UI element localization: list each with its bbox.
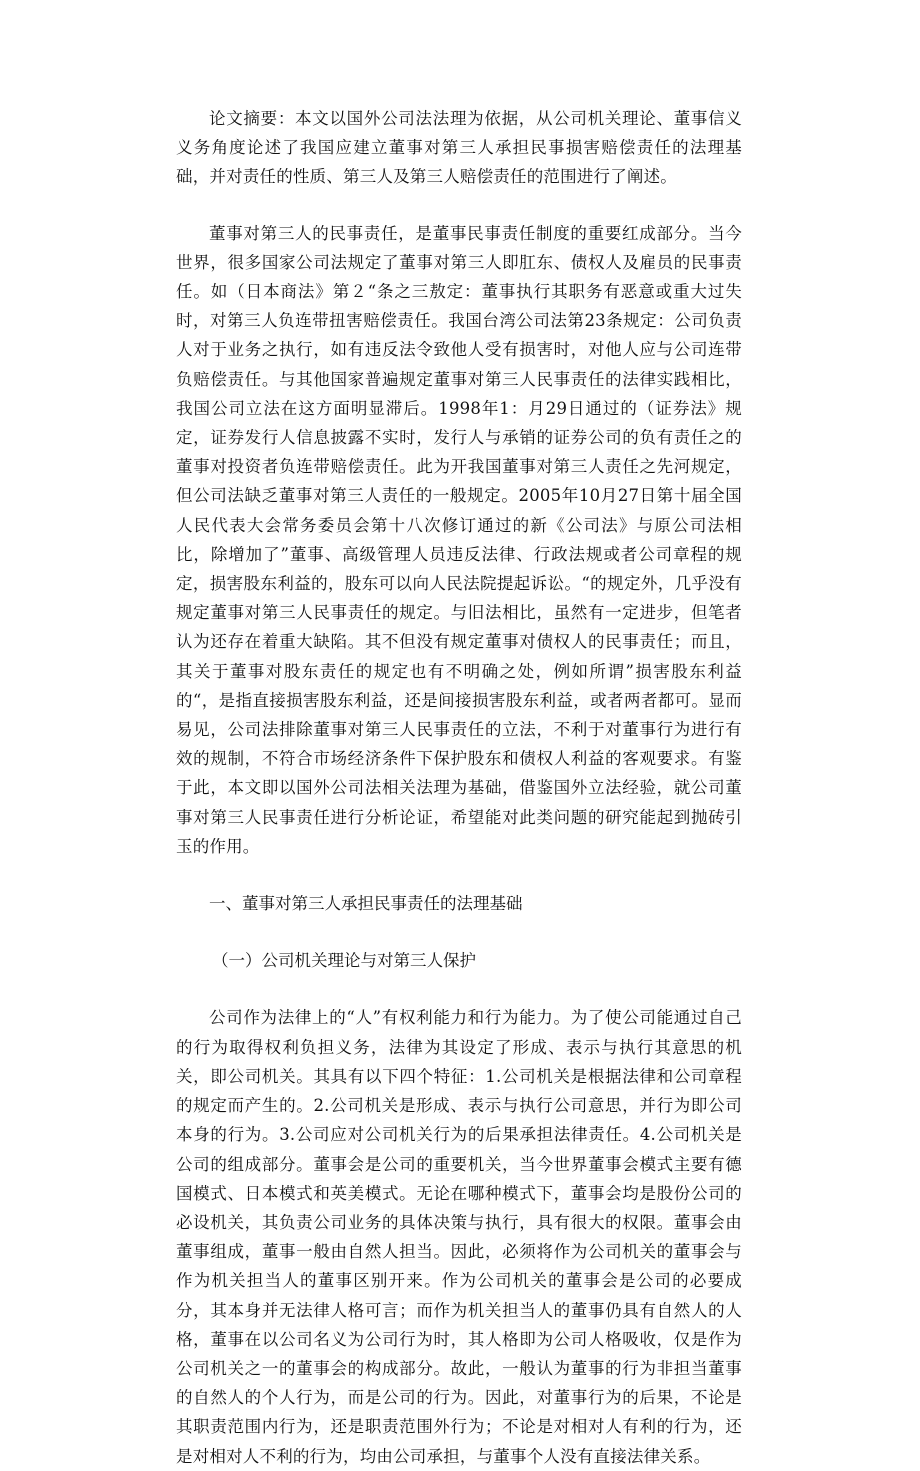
spacer xyxy=(176,861,742,889)
spacer xyxy=(176,975,742,1003)
section-heading: 一、董事对第三人承担民事责任的法理基础 xyxy=(209,894,523,914)
abstract-paragraph: 论文摘要：本文以国外公司法法理为依据，从公司机关理论、董事信义义务角度论述了我国应建立董事对第三人承担民事损害赔偿责任的法理基础，并对责任的性质、第三人及第三人赔偿责任的范围进行了阐述。 xyxy=(176,109,742,187)
spacer xyxy=(176,192,742,219)
body-paragraph: 公司作为法律上的“人”有权利能力和行为能力。为了使公司能通过自己的行为取得权利负担义务，法律为其设定了形成、表示与执行其意思的机关，即公司机关。其具有以下四个特征：1.公司机关是根据法律和公司章程的规定而产生的。2.公司机关是形成、表示与执行公司意思，并行为即公司本身的行为。3.公司应对公司机关行为的后果承担法律责任。4.公司机关是公司的组成部分。董事会是公司的重要机关，当今世界董事会模式主要有德国模式、日本模式和英美模式。无论在哪种模式下，董事会均是股份公司的必设机关，其负责公司业务的具体决策与执行，具有很大的权限。董事会由董事组成，董事一般由自然人担当。因此，必须将作为公司机关的董事会与作为机关担当人的董事区别开来。作为公司机关的董事会是公司的必要成分，其本身并无法律人格可言；而作为机关担当人的董事仍具有自然人的人格，董事在以公司名义为公司行为时，其人格即为公司人格吸收，仅是作为公司机关之一的董事会的构成部分。故此，一般认为董事的行为非担当董事的自然人的个人行为，而是公司的行为。因此，对董事行为的后果，不论是其职责范围内行为，还是职责范围外行为；不论是对相对人有利的行为，还是对相对人不利的行为，均由公司承担，与董事个人没有直接法律关系。 xyxy=(176,1008,742,1466)
subsection-heading: （一）公司机关理论与对第三人保护 xyxy=(212,951,476,971)
document-page xyxy=(176,104,742,1471)
spacer xyxy=(176,918,742,946)
intro-paragraph: 董事对第三人的民事责任，是董事民事责任制度的重要红成部分。当今世界，很多国家公司法规定了董事对第三人即肛东、债权人及雇员的民事责任。如（日本商法》第２“条之三敖定：董事执行其职务有恶意或重大过失时，对第三人负连带扭害赔偿责任。我国台湾公司法第23条规定：公司负责人对于业务之执行，如有违反法令致他人受有损害时，对他人应与公司连带负赔偿责任。与其他国家普遍规定董事对第三人民事责任的法律实践相比，我国公司立法在这方面明显滞后。1998年1：月29日通过的（证券法》规定，证券发行人信息披露不实时，发行人与承销的证券公司的负有责任之的董事对投资者负连带赔偿责任。此为开我国董事对第三人责任之先河规定，但公司法缺乏董事对第三人责任的一般规定。2005年10月27日第十届全国人民代表大会常务委员会第十八次修订通过的新《公司法》与原公司法相比，除增加了”董事、高级管理人员违反法律、行政法规或者公司章程的规定，损害股东利益的，股东可以向人民法院提起诉讼。“的规定外，几乎没有规定董事对第三人民事责任的规定。与旧法相比，虽然有一定进步，但笔者认为还存在着重大缺陷。其不但没有规定董事对债权人的民事责任；而且，其关于董事对股东责任的规定也有不明确之处，例如所谓”损害股东利益的“，是指直接损害股东利益，还是间接损害股东利益，或者两者都可。显而易见，公司法排除董事对第三人民事责任的立法，不利于对董事行为进行有效的规制，不符合市场经济条件下保护股东和债权人利益的客观要求。有鉴于此，本文即以国外公司法相关法理为基础，借鉴国外立法经验，就公司董事对第三人民事责任进行分析论证，希望能对此类问题的研究能起到抛砖引玉的作用。 xyxy=(176,223,742,856)
